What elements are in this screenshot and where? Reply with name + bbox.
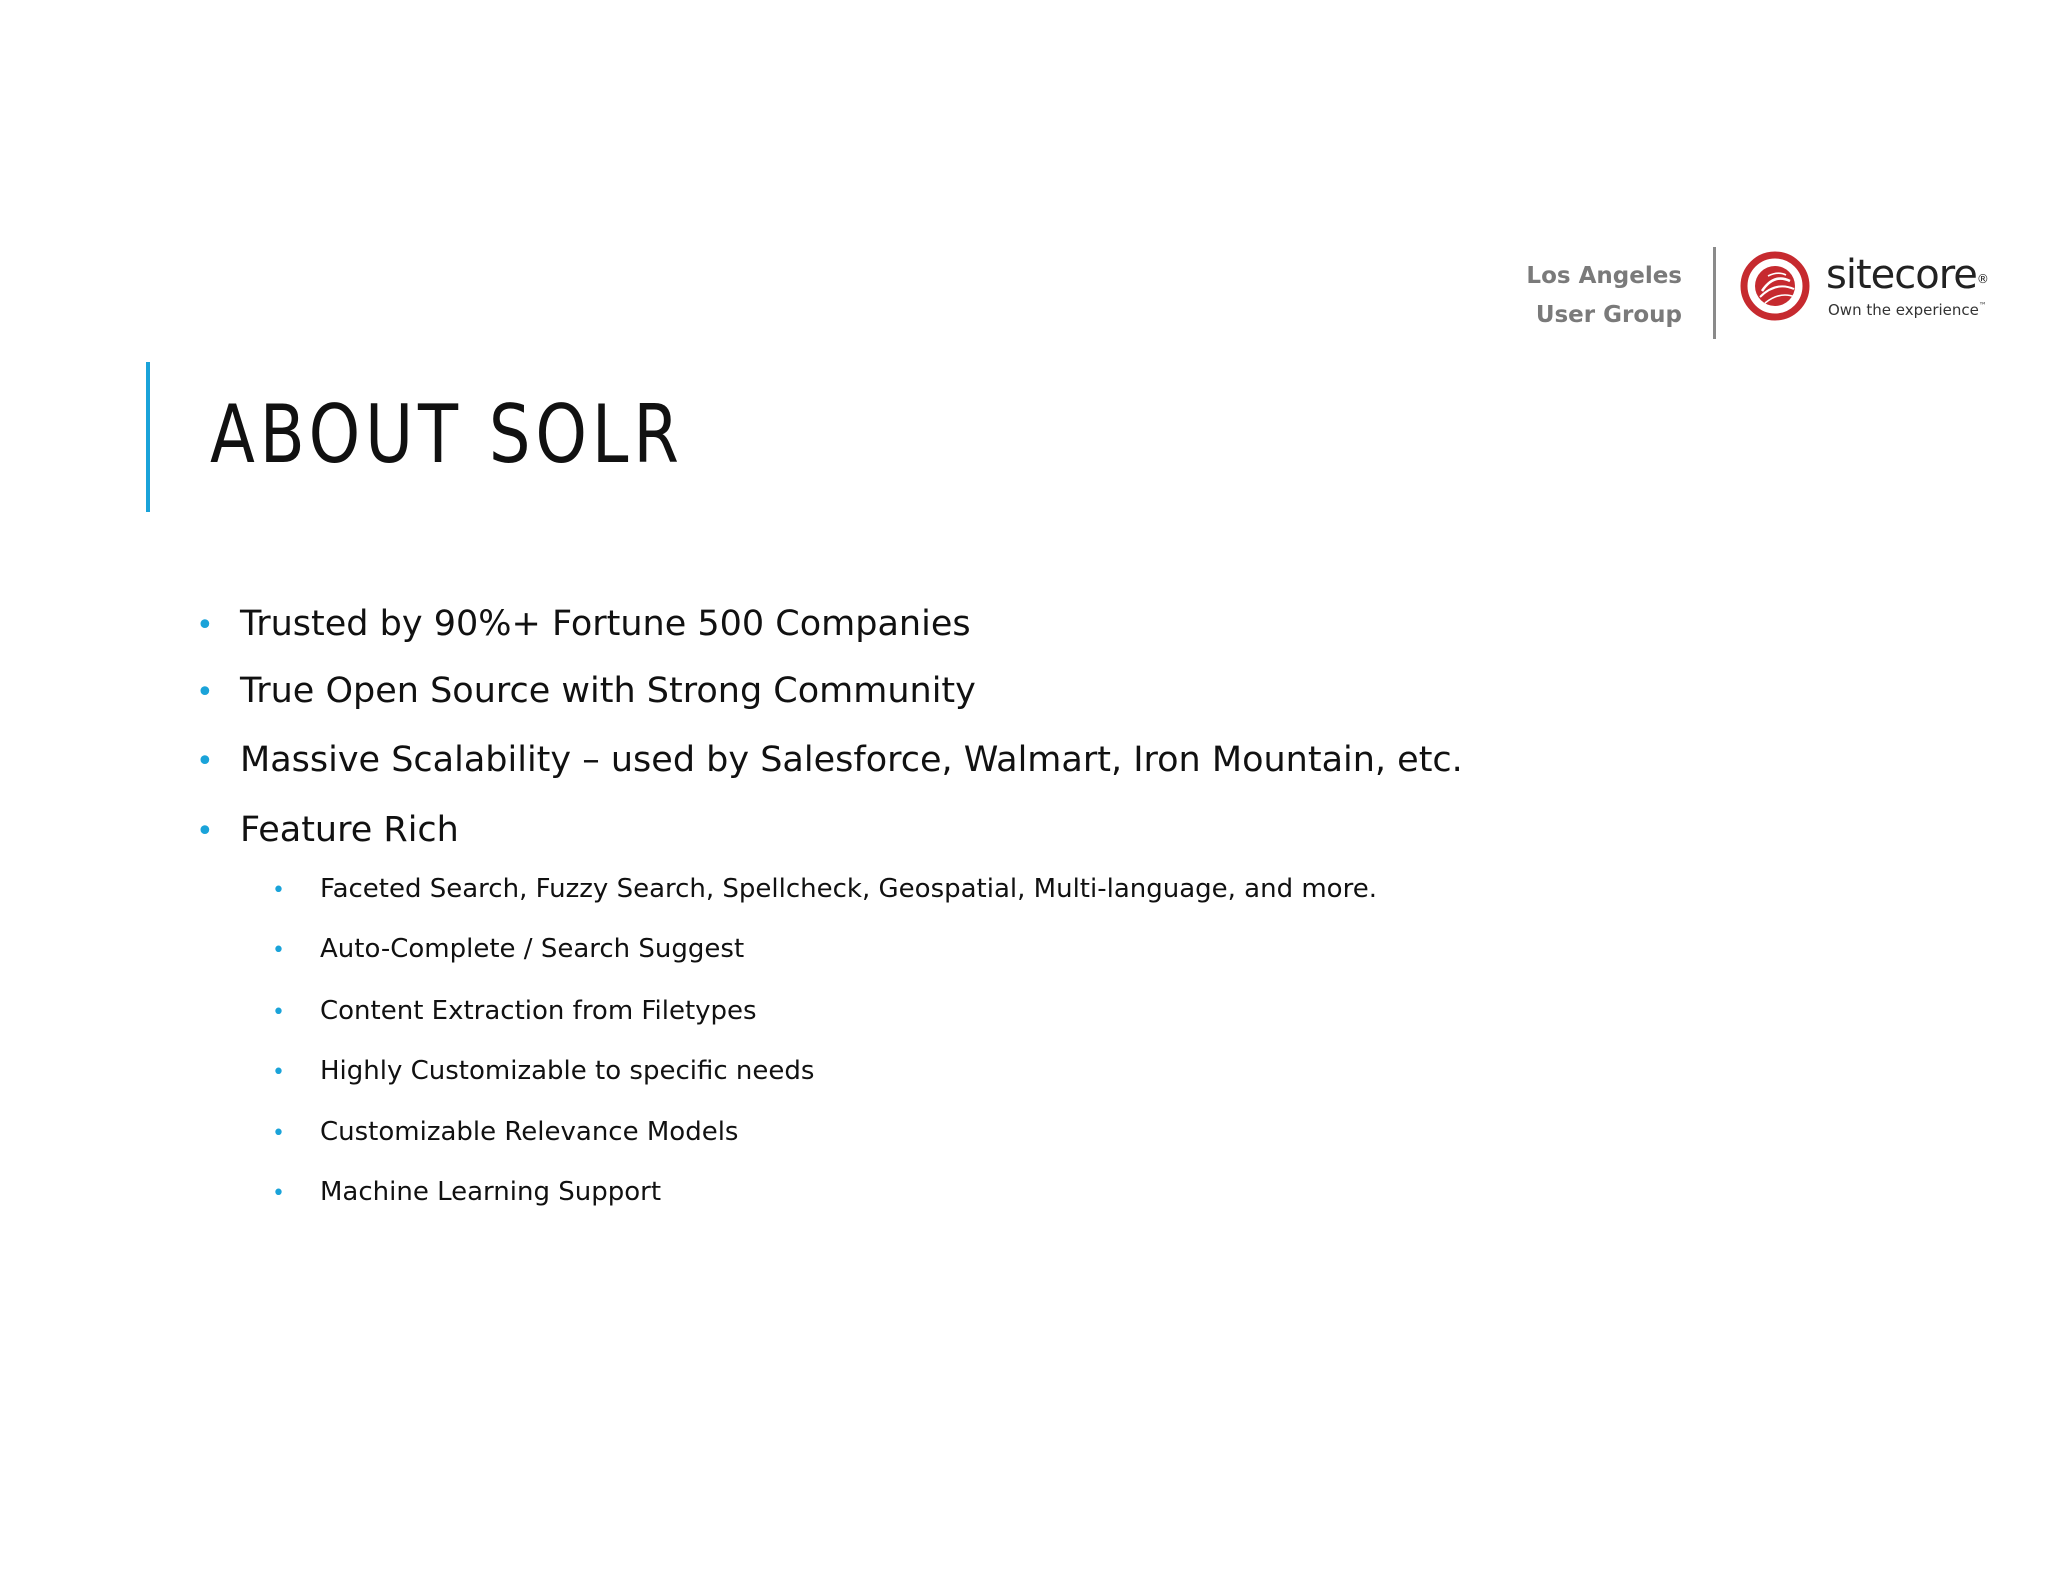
bullet-dot-icon: • bbox=[272, 1060, 285, 1085]
bullet-item bbox=[196, 604, 971, 644]
logo-divider bbox=[1713, 247, 1716, 339]
bullet-item bbox=[196, 810, 459, 850]
sub-bullet-item bbox=[272, 874, 1377, 904]
sub-bullet-text: Highly Customizable to specific needs bbox=[320, 1056, 815, 1086]
user-group-line-2: User Group bbox=[1535, 302, 1682, 328]
bullet-item bbox=[196, 740, 1463, 780]
bullet-dot-icon: • bbox=[272, 1181, 285, 1206]
bullet-dot-icon: • bbox=[196, 675, 214, 710]
bullet-text: True Open Source with Strong Community bbox=[240, 671, 976, 711]
bullet-dot-icon: • bbox=[272, 878, 285, 903]
bullet-text: Massive Scalability – used by Salesforce, Walmart, Iron Mountain, etc. bbox=[240, 740, 1463, 780]
sub-bullet-item bbox=[272, 934, 744, 964]
bullet-dot-icon: • bbox=[196, 744, 214, 779]
sub-bullet-text: Content Extraction from Filetypes bbox=[320, 996, 757, 1026]
title-accent-bar bbox=[146, 362, 150, 512]
sub-bullet-item bbox=[272, 1056, 814, 1086]
bullet-item bbox=[196, 671, 976, 711]
bullet-dot-icon: • bbox=[272, 1121, 285, 1146]
sub-bullet-text: Auto-Complete / Search Suggest bbox=[320, 934, 745, 964]
bullet-text: Trusted by 90%+ Fortune 500 Companies bbox=[240, 604, 971, 644]
sub-bullet-item bbox=[272, 1177, 661, 1207]
sub-bullet-item bbox=[272, 996, 757, 1026]
bullet-dot-icon: • bbox=[272, 938, 285, 963]
user-group-line-1: Los Angeles bbox=[1526, 263, 1682, 289]
sitecore-wordmark: sitecore® bbox=[1826, 252, 1988, 298]
sub-bullet-text: Machine Learning Support bbox=[320, 1177, 662, 1207]
user-group-label bbox=[1520, 257, 1682, 335]
sitecore-tagline: Own the experience™ bbox=[1828, 301, 1987, 319]
slide-title: ABOUT SOLR bbox=[210, 388, 684, 481]
sub-bullet-item bbox=[272, 1117, 738, 1147]
bullet-dot-icon: • bbox=[196, 608, 214, 643]
bullet-text: Feature Rich bbox=[240, 810, 459, 850]
bullet-dot-icon: • bbox=[272, 1000, 285, 1025]
sitecore-user-group-logo bbox=[1520, 245, 2000, 345]
sub-bullet-text: Faceted Search, Fuzzy Search, Spellcheck, Geospatial, Multi-language, and more. bbox=[320, 874, 1377, 904]
bullet-dot-icon: • bbox=[196, 814, 214, 849]
sitecore-swirl-icon bbox=[1740, 251, 1810, 321]
sub-bullet-text: Customizable Relevance Models bbox=[320, 1117, 739, 1147]
